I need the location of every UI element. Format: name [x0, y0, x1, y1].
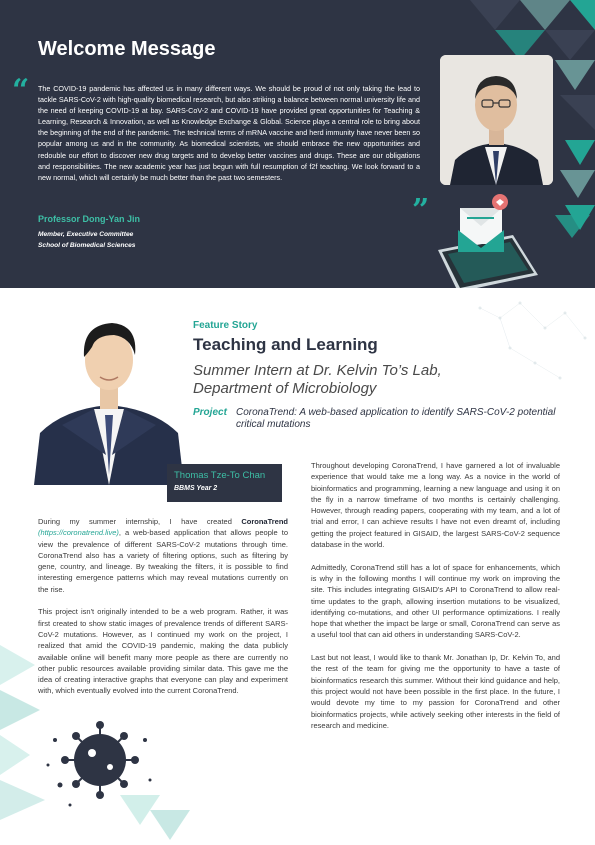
article-paragraph-1-intro: During my summer internship, I have created [38, 517, 242, 526]
author-name: Professor Dong-Yan Jin [38, 214, 141, 224]
banner-title: Welcome Message [38, 38, 216, 60]
coronatrend-link[interactable]: (https://coronatrend.live) [38, 528, 119, 538]
welcome-message-text: The COVID-19 pandemic has affected us in many different ways. We should be proud of not only taking the lead to tackle SARS-CoV-2 with high-quality biomedical research, but also striking a balance between normal university life and the need of keeping COVID-19 at bay. SARS-CoV-2 and COVID-19 have provided great opportunities for Teaching & Learning, Research & Innovation, as well as Knowledge Exchange & Global. Science plays a central role to bring about the beginning of the end of the pandemic. The technical terms of mRNA vaccine and herd immunity have never been so popular among us and in the community. As biomedical scientists, we should embrace the new opportunities and redouble our effort to discover new drug targets and to develop better vaccines and drugs. These are our obligations and responsibilities. The new academic year has just begun with full resumption of f2f teaching. We look forward to a new normal, which will certainly be much better than the past two semesters. [38, 84, 420, 182]
virus-icon [61, 721, 139, 799]
student-portrait-image [34, 305, 184, 485]
article-right-column [311, 460, 560, 742]
author-role [38, 229, 135, 251]
mail-phone-illustration [418, 190, 548, 288]
open-quote-icon: “ [12, 73, 30, 108]
welcome-banner [0, 0, 595, 288]
student-name: Thomas Tze-To Chan [174, 470, 266, 481]
author-role-line-2: School of Biomedical Sciences [38, 242, 136, 249]
article-paragraph-5: Last but not least, I would like to thank Mr. Jonathan Ip, Dr. Kelvin To, and the rest of the team for giving me the opportunity to have a taste of bioinformatics research this summer. Without their kind guidance and help, this project would not have been possible in the first place. In the future, I would devote my time to my passion for CoronaTrend and other bioinformatics projects, while actively seeking other interests in the field of research and medicine. [311, 653, 560, 730]
feature-story-label: Feature Story [193, 320, 258, 331]
article-paragraph-1 [38, 516, 288, 595]
article-paragraph-1-body: , a web-based application that allows people to view the prevalence of different SARS-CoV-2 mutations through time. CoronaTrend also has a variety of filtering options, such as filtering by gene, country, and lineage. By tweaking the filters, it is possible to find interesting emergence patterns which may reveal mutations currently on the rise. [38, 528, 288, 594]
bottom-left-decoration [0, 645, 200, 845]
article-paragraph-3: Throughout developing CoronaTrend, I have garnered a lot of invaluable experience that would take me a long way. As a novice in the world of bioinformatics and programming, learning a new language and using it on the fly in a narrow timeframe of two months is certainly challenging. However, through reading papers, cooperating with my team, and a lot of trial and error, I can achieve results I have not even dreamt of, including getting the project featured in GISAID, the largest SARS-CoV-2 sequence database in the world. [311, 461, 560, 550]
student-portrait [34, 305, 184, 485]
feature-subtitle: Summer Intern at Dr. Kelvin To’s Lab, Department of Microbiology [193, 362, 442, 397]
project-label: Project [193, 407, 227, 418]
professor-portrait-image [440, 55, 553, 185]
article-paragraph-4: Admittedly, CoronaTrend still has a lot of space for enhancements, which is why in the following months I will continue my work on improving the site. This includes integrating GISAID's API to CoronaTrend to allow real-time updates to the graph, allowing insertion mutations to be visualized, identifying co-mutations, and other UI performance optimizations. I really hope that whether the impact be large or small, CoronaTrend can serve as a useful tool that can aid others in understanding SARS-CoV-2. [311, 562, 560, 640]
student-year: BBMS Year 2 [174, 485, 218, 492]
author-role-line-1: Member, Executive Committee [38, 231, 134, 238]
project-description: CoronaTrend: A web-based application to identify SARS-CoV-2 potential critical mutations [236, 407, 556, 430]
professor-portrait [440, 55, 553, 185]
close-quote-icon: ” [412, 193, 430, 228]
coronatrend-brand: CoronaTrend [241, 517, 288, 526]
article-paragraph-2: This project isn't originally intended to be a web program. Rather, it was first created to show static images of prevalence trends of different SARS-CoV-2 mutations. However, as I continued my work on the project, I realized that amid the COVID-19 pandemic, making the data publicly available online will benefit many more people as there are currently no other public resources available providing similar data. This gave me the idea of creating interactive graphs that everyone can play and experiment with, which eventually evolved into the current CoronaTrend. [38, 607, 288, 696]
feature-title: Teaching and Learning [193, 335, 378, 354]
